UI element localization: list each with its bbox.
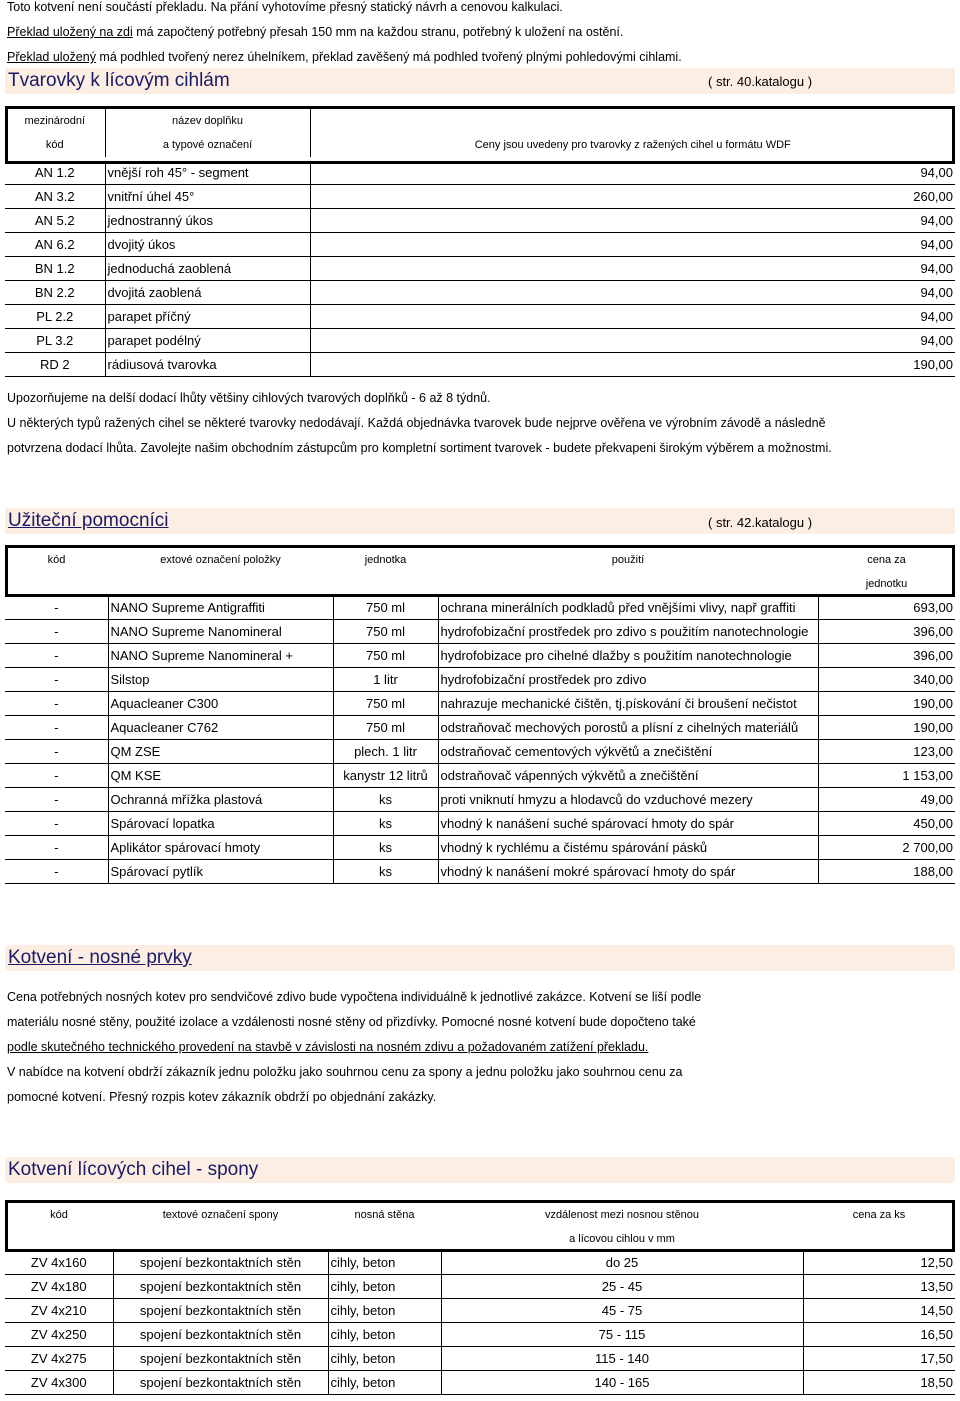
name-cell: vnější roh 45° - segment bbox=[105, 161, 310, 185]
header-nosna-stena: nosná stěna bbox=[354, 1209, 415, 1221]
kotveni-paragraph-4: V nabídce na kotvení obdrží zákazník jednu položku jako souhrnou cenu za spony a jednu položku jako souhrnou cenu za bbox=[7, 1065, 683, 1079]
price-cell: 396,00 bbox=[818, 644, 955, 668]
code-cell: ZV 4x250 bbox=[5, 1323, 113, 1347]
price-cell: 13,50 bbox=[803, 1275, 955, 1299]
pomocnici-row bbox=[5, 860, 955, 884]
pomocnici-row bbox=[5, 644, 955, 668]
tvarovky-row bbox=[5, 185, 955, 209]
distance-cell: do 25 bbox=[441, 1251, 803, 1275]
code-cell: - bbox=[5, 716, 108, 740]
wall-cell: cihly, beton bbox=[328, 1371, 441, 1395]
price-cell: 94,00 bbox=[310, 305, 955, 329]
header-empty bbox=[803, 1227, 955, 1251]
header-empty bbox=[310, 109, 955, 133]
spony-row bbox=[5, 1347, 955, 1371]
spony-section-header bbox=[5, 1157, 955, 1183]
header-empty bbox=[438, 572, 818, 596]
header-vzdalenost-2: a lícovou cihlou v mm bbox=[569, 1233, 675, 1245]
tvarovky-row bbox=[5, 161, 955, 185]
header-empty bbox=[333, 572, 438, 596]
use-cell: vhodný k nanášení mokré spárovací hmoty do spár bbox=[438, 860, 818, 884]
header-kod: kód bbox=[47, 554, 66, 566]
tvarovky-section-header bbox=[5, 68, 955, 94]
name-cell: NANO Supreme Nanomineral + bbox=[108, 644, 333, 668]
name-cell: QM KSE bbox=[108, 764, 333, 788]
header-empty bbox=[108, 572, 333, 596]
name-cell: Aplikátor spárovací hmoty bbox=[108, 836, 333, 860]
price-cell: 396,00 bbox=[818, 620, 955, 644]
name-cell: dvojitý úkos bbox=[105, 233, 310, 257]
tvarovky-note-3: potvrzena dodací lhůta. Zavolejte našim obchodním zástupcům pro kompletní sortiment tvarovek - budete překvapeni širokým výběrem a možnostmi. bbox=[7, 441, 832, 455]
pomocnici-row bbox=[5, 692, 955, 716]
code-cell: AN 3.2 bbox=[5, 185, 105, 209]
price-cell: 94,00 bbox=[310, 209, 955, 233]
price-cell: 190,00 bbox=[818, 692, 955, 716]
header-kod: kód bbox=[50, 1209, 68, 1221]
distance-cell: 25 - 45 bbox=[441, 1275, 803, 1299]
name-cell: jednoduchá zaoblená bbox=[105, 257, 310, 281]
header-empty bbox=[113, 1227, 328, 1251]
code-cell: AN 6.2 bbox=[5, 233, 105, 257]
spony-row bbox=[5, 1323, 955, 1347]
code-cell: ZV 4x275 bbox=[5, 1347, 113, 1371]
use-cell: hydrofobizace pro cihelné dlažby s použitím nanotechnologie bbox=[438, 644, 818, 668]
tvarovky-row bbox=[5, 281, 955, 305]
price-cell: 94,00 bbox=[310, 257, 955, 281]
price-cell: 190,00 bbox=[818, 716, 955, 740]
price-cell: 94,00 bbox=[310, 233, 955, 257]
tvarovky-note-2: U některých typů ražených cihel se některé tvarovky nedodávají. Každá objednávka tvarovek bude nejprve ověřena ve výrobním závodě a následně bbox=[7, 416, 826, 430]
unit-cell: 750 ml bbox=[333, 692, 438, 716]
name-cell: Aquacleaner C300 bbox=[108, 692, 333, 716]
price-cell: 12,50 bbox=[803, 1251, 955, 1275]
price-cell: 693,00 bbox=[818, 596, 955, 620]
name-cell: parapet podélný bbox=[105, 329, 310, 353]
pomocnici-row bbox=[5, 788, 955, 812]
name-cell: spojení bezkontaktních stěn bbox=[113, 1299, 328, 1323]
code-cell: ZV 4x180 bbox=[5, 1275, 113, 1299]
code-cell: - bbox=[5, 764, 108, 788]
tvarovky-row bbox=[5, 353, 955, 377]
pomocnici-row bbox=[5, 812, 955, 836]
header-jednotka: jednotka bbox=[364, 554, 407, 566]
header-oznaceni: extové označení položky bbox=[160, 554, 281, 566]
wall-cell: cihly, beton bbox=[328, 1323, 441, 1347]
unit-cell: plech. 1 litr bbox=[333, 740, 438, 764]
name-cell: Spárovací lopatka bbox=[108, 812, 333, 836]
pomocnici-page-ref: ( str. 42.katalogu ) bbox=[708, 515, 813, 530]
price-cell: 49,00 bbox=[818, 788, 955, 812]
unit-cell: 750 ml bbox=[333, 716, 438, 740]
intro-line-2-emphasis: Překlad uložený na zdi bbox=[7, 25, 133, 39]
unit-cell: kanystr 12 litrů bbox=[333, 764, 438, 788]
spony-row bbox=[5, 1251, 955, 1275]
distance-cell: 75 - 115 bbox=[441, 1323, 803, 1347]
code-cell: - bbox=[5, 668, 108, 692]
price-cell: 1 153,00 bbox=[818, 764, 955, 788]
name-cell: Silstop bbox=[108, 668, 333, 692]
kotveni-title: Kotvení - nosné prvky bbox=[8, 947, 192, 968]
wall-cell: cihly, beton bbox=[328, 1299, 441, 1323]
tvarovky-row bbox=[5, 233, 955, 257]
code-cell: PL 2.2 bbox=[5, 305, 105, 329]
code-cell: - bbox=[5, 692, 108, 716]
intro-line-2 bbox=[7, 25, 623, 39]
pomocnici-header-row-1 bbox=[5, 548, 955, 572]
code-cell: BN 1.2 bbox=[5, 257, 105, 281]
wall-cell: cihly, beton bbox=[328, 1347, 441, 1371]
spony-header bbox=[5, 1203, 955, 1251]
use-cell: proti vniknutí hmyzu a hlodavců do vzduchové mezery bbox=[438, 788, 818, 812]
code-cell: RD 2 bbox=[5, 353, 105, 377]
tvarovky-body bbox=[5, 161, 955, 377]
kotveni-paragraph-5: pomocné kotvení. Přesný rozpis kotev zákazník obdrží po objednání zakázky. bbox=[7, 1090, 437, 1104]
price-cell: 17,50 bbox=[803, 1347, 955, 1371]
code-cell: PL 3.2 bbox=[5, 329, 105, 353]
header-empty bbox=[5, 1227, 113, 1251]
pomocnici-row bbox=[5, 620, 955, 644]
use-cell: odstraňovač vápenných výkvětů a znečištění bbox=[438, 764, 818, 788]
header-cena-za: cena za bbox=[867, 554, 906, 566]
name-cell: Aquacleaner C762 bbox=[108, 716, 333, 740]
price-cell: 340,00 bbox=[818, 668, 955, 692]
code-cell: ZV 4x210 bbox=[5, 1299, 113, 1323]
pomocnici-header-row-2 bbox=[5, 572, 955, 596]
tvarovky-note-1: Upozorňujeme na delší dodací lhůty většiny cihlových tvarových doplňků - 6 až 8 týdnů. bbox=[7, 391, 491, 405]
header-oznaceni-spony: textové označení spony bbox=[162, 1209, 279, 1221]
pomocnici-row bbox=[5, 740, 955, 764]
spony-row bbox=[5, 1275, 955, 1299]
price-cell: 94,00 bbox=[310, 281, 955, 305]
price-cell: 188,00 bbox=[818, 860, 955, 884]
name-cell: QM ZSE bbox=[108, 740, 333, 764]
pomocnici-row bbox=[5, 668, 955, 692]
tvarovky-page-ref: ( str. 40.katalogu ) bbox=[708, 74, 813, 89]
price-cell: 94,00 bbox=[310, 161, 955, 185]
use-cell: ochrana minerálních podkladů před vnějšími vlivy, např graffiti bbox=[438, 596, 818, 620]
tvarovky-row bbox=[5, 209, 955, 233]
name-cell: spojení bezkontaktních stěn bbox=[113, 1371, 328, 1395]
tvarovky-table bbox=[5, 109, 955, 157]
name-cell: Ochranná mřížka plastová bbox=[108, 788, 333, 812]
unit-cell: ks bbox=[333, 812, 438, 836]
code-cell: - bbox=[5, 644, 108, 668]
price-cell: 190,00 bbox=[310, 353, 955, 377]
unit-cell: ks bbox=[333, 836, 438, 860]
price-cell: 94,00 bbox=[310, 329, 955, 353]
header-nazev-doplnku: název doplňku bbox=[105, 109, 310, 133]
use-cell: nahrazuje mechanické čištěn, tj.pískování či broušení nečistot bbox=[438, 692, 818, 716]
header-vzdalenost: vzdálenost mezi nosnou stěnou bbox=[544, 1209, 700, 1221]
spony-header-row-2 bbox=[5, 1227, 955, 1251]
header-typove-oznaceni: a typové označení bbox=[105, 133, 310, 157]
tvarovky-header-row-2 bbox=[5, 133, 955, 157]
tvarovky-header-row-1 bbox=[5, 109, 955, 133]
code-cell: AN 1.2 bbox=[5, 161, 105, 185]
use-cell: vhodný k rychlému a čistému spárování pásků bbox=[438, 836, 818, 860]
code-cell: ZV 4x300 bbox=[5, 1371, 113, 1395]
code-cell: - bbox=[5, 740, 108, 764]
header-empty bbox=[5, 572, 108, 596]
intro-line-1: Toto kotvení není součástí překladu. Na přání vyhotovíme přesný statický návrh a cenovou kalkulaci. bbox=[7, 0, 563, 14]
wall-cell: cihly, beton bbox=[328, 1275, 441, 1299]
name-cell: spojení bezkontaktních stěn bbox=[113, 1251, 328, 1275]
code-cell: - bbox=[5, 860, 108, 884]
pomocnici-section-header bbox=[5, 508, 955, 534]
distance-cell: 45 - 75 bbox=[441, 1299, 803, 1323]
tvarovky-row bbox=[5, 305, 955, 329]
name-cell: Spárovací pytlík bbox=[108, 860, 333, 884]
name-cell: parapet příčný bbox=[105, 305, 310, 329]
kotveni-paragraph-3: podle skutečného technického provedení na stavbě v závislosti na nosném zdivu a požadovaném zatížení překladu. bbox=[7, 1040, 649, 1054]
price-cell: 16,50 bbox=[803, 1323, 955, 1347]
header-mezinarodni: mezinárodní bbox=[24, 115, 86, 127]
price-cell: 18,50 bbox=[803, 1371, 955, 1395]
pomocnici-title: Užiteční pomocníci bbox=[8, 510, 169, 531]
code-cell: - bbox=[5, 812, 108, 836]
unit-cell: ks bbox=[333, 788, 438, 812]
kotveni-section-header bbox=[5, 945, 955, 971]
name-cell: spojení bezkontaktních stěn bbox=[113, 1275, 328, 1299]
use-cell: hydrofobizační prostředek pro zdivo bbox=[438, 668, 818, 692]
code-cell: AN 5.2 bbox=[5, 209, 105, 233]
tvarovky-row bbox=[5, 257, 955, 281]
pomocnici-row bbox=[5, 764, 955, 788]
name-cell: vnitřní úhel 45° bbox=[105, 185, 310, 209]
price-cell: 2 700,00 bbox=[818, 836, 955, 860]
tvarovky-title: Tvarovky k lícovým cihlám bbox=[8, 70, 230, 91]
name-cell: NANO Supreme Antigraffiti bbox=[108, 596, 333, 620]
pomocnici-row bbox=[5, 836, 955, 860]
tvarovky-row bbox=[5, 329, 955, 353]
code-cell: - bbox=[5, 788, 108, 812]
pomocnici-header bbox=[5, 548, 955, 596]
header-empty bbox=[328, 1227, 441, 1251]
header-jednotku: jednotku bbox=[865, 578, 908, 590]
unit-cell: 750 ml bbox=[333, 620, 438, 644]
use-cell: odstraňovač mechových porostů a plísní z cihelných materiálů bbox=[438, 716, 818, 740]
intro-line-3 bbox=[7, 50, 682, 64]
code-cell: - bbox=[5, 620, 108, 644]
name-cell: NANO Supreme Nanomineral bbox=[108, 620, 333, 644]
unit-cell: 1 litr bbox=[333, 668, 438, 692]
header-pouziti: použití bbox=[611, 554, 645, 566]
distance-cell: 140 - 165 bbox=[441, 1371, 803, 1395]
spony-title: Kotvení lícových cihel - spony bbox=[8, 1159, 259, 1180]
name-cell: rádiusová tvarovka bbox=[105, 353, 310, 377]
name-cell: dvojitá zaoblená bbox=[105, 281, 310, 305]
code-cell: - bbox=[5, 596, 108, 620]
header-ceny-note: Ceny jsou uvedeny pro tvarovky z ražených cihel u formátu WDF bbox=[310, 133, 955, 157]
code-cell: ZV 4x160 bbox=[5, 1251, 113, 1275]
name-cell: spojení bezkontaktních stěn bbox=[113, 1347, 328, 1371]
use-cell: hydrofobizační prostředek pro zdivo s použitím nanotechnologie bbox=[438, 620, 818, 644]
unit-cell: 750 ml bbox=[333, 596, 438, 620]
header-kod: kód bbox=[45, 139, 64, 151]
name-cell: spojení bezkontaktních stěn bbox=[113, 1323, 328, 1347]
wall-cell: cihly, beton bbox=[328, 1251, 441, 1275]
unit-cell: ks bbox=[333, 860, 438, 884]
kotveni-paragraph-1: Cena potřebných nosných kotev pro sendvičové zdivo bude vypočtena individuálně k jednotlivé zakázce. Kotvení se liší podle bbox=[7, 990, 702, 1004]
price-cell: 14,50 bbox=[803, 1299, 955, 1323]
spony-row bbox=[5, 1299, 955, 1323]
price-cell: 123,00 bbox=[818, 740, 955, 764]
use-cell: odstraňovač cementových výkvětů a znečištění bbox=[438, 740, 818, 764]
code-cell: - bbox=[5, 836, 108, 860]
price-cell: 260,00 bbox=[310, 185, 955, 209]
kotveni-paragraph-2: materiálu nosné stěny, použité izolace a vzdálenosti nosné stěny od přizdívky. Pomocné nosné kotvení bude dopočteno také bbox=[7, 1015, 696, 1029]
spony-row bbox=[5, 1371, 955, 1395]
spony-header-row-1 bbox=[5, 1203, 955, 1227]
use-cell: vhodný k nanášení suché spárovací hmoty do spár bbox=[438, 812, 818, 836]
name-cell: jednostranný úkos bbox=[105, 209, 310, 233]
intro-line-2-text: má započtený potřebný přesah 150 mm na každou stranu, potřebný k uložení na ostění. bbox=[132, 25, 624, 39]
price-cell: 450,00 bbox=[818, 812, 955, 836]
header-cena-za-ks: cena za ks bbox=[852, 1209, 906, 1221]
distance-cell: 115 - 140 bbox=[441, 1347, 803, 1371]
spony-body bbox=[5, 1251, 955, 1395]
pomocnici-body bbox=[5, 596, 955, 884]
pomocnici-row bbox=[5, 716, 955, 740]
intro-line-3-emphasis: Překlad uložený bbox=[7, 50, 96, 64]
intro-line-3-text: má podhled tvořený nerez úhelníkem, překlad zavěšený má podhled tvořený plnými pohledovými cihlami. bbox=[95, 50, 682, 64]
pomocnici-row bbox=[5, 596, 955, 620]
unit-cell: 750 ml bbox=[333, 644, 438, 668]
code-cell: BN 2.2 bbox=[5, 281, 105, 305]
